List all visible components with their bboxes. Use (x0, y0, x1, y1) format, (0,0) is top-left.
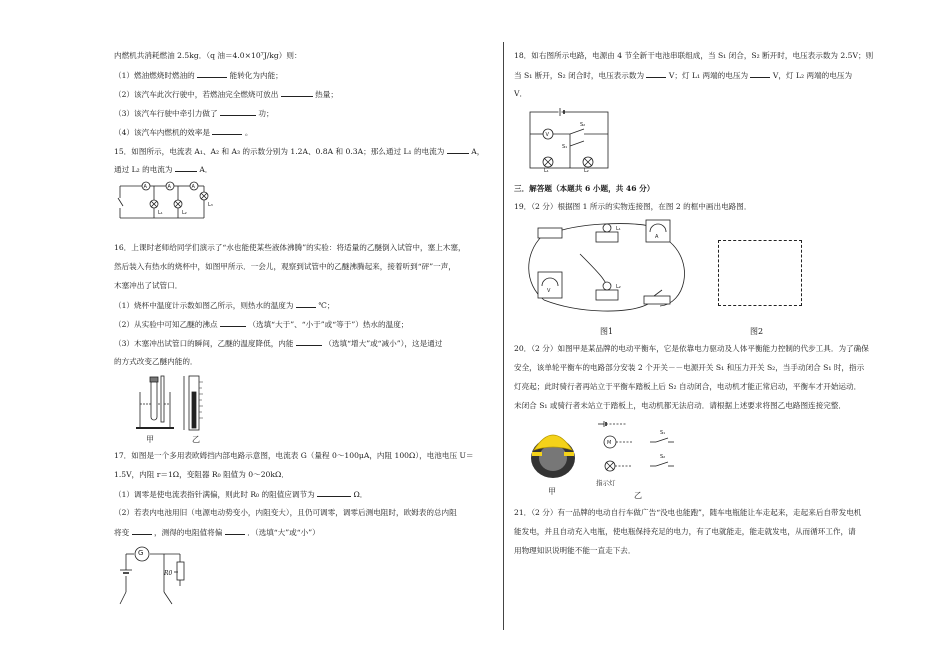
q14-intro: 内燃机共消耗燃油 2.5kg．（q 油＝4.0×10⁷J/kg）则： (114, 51, 302, 60)
q17-ohmmeter-figure (118, 542, 198, 608)
svg-text:L₁: L₁ (544, 168, 549, 172)
svg-text:S₂: S₂ (580, 122, 586, 128)
q18-line3: V． (514, 89, 528, 98)
answer-blank[interactable] (197, 69, 227, 78)
q20-balance-car-image (524, 416, 582, 496)
svg-text:L₃: L₃ (208, 202, 213, 208)
figure-2-label: 图2 (750, 327, 764, 336)
q16-part3: （3）木塞冲出试管口的瞬间，乙醚的温度降低，内能 （选填“增大”或“减小”），这是通过 (114, 339, 443, 348)
figure-label-yi: 乙 (192, 435, 200, 444)
answer-blank[interactable] (317, 488, 351, 497)
svg-text:L₁: L₁ (616, 226, 621, 232)
answer-blank[interactable] (646, 69, 666, 78)
answer-blank[interactable] (225, 526, 245, 535)
svg-text:A: A (143, 184, 147, 190)
q19-physical-figure (520, 214, 690, 336)
q16-line1: 16．上课时老师给同学们演示了“水也能使某些液体沸腾”的实验：将适量的乙醚倒入试管中，塞上木塞， (114, 243, 466, 252)
q20-line4: 未闭合 S₁ 或骑行者未站立于踏板上，电动机都无法启动．请根据上述要求将图乙电路图连接完整． (514, 401, 847, 410)
svg-text:L₁: L₁ (158, 210, 163, 216)
q17-line1: 17．如图是一个多用表欧姆挡内部电路示意图，电流表 G（量程 0～100μA，内阻 100Ω），电池电压 U＝ (114, 451, 474, 460)
answer-blank[interactable] (175, 163, 197, 172)
svg-text:L₂: L₂ (616, 284, 621, 290)
q17-part2-cont: 将变 ，测得的电阻值将偏 ．（选填“大”或“小”） (114, 528, 320, 537)
q20-line2: 安全，该单轮平衡车的电路部分安装 2 个开关－－电源开关 S₁ 和压力开关 S₂，当手动闭合 S₁ 时，指示 (514, 363, 865, 372)
q14-part4: （4）该汽车内燃机的效率是 。 (114, 128, 253, 137)
q21-line1: 21．（2 分）有一品牌的电动自行车做广告“没电也能跑”，随车电瓶能让车走起来，走起来后自带发电机 (514, 508, 862, 517)
svg-text:L₂: L₂ (182, 210, 187, 216)
q20-circuit-figure (596, 420, 686, 500)
q15-line1: 15．如图所示，电流表 A₁、A₂ 和 A₃ 的示数分别为 1.2A、0.8A 和 0.3A；那么通过 L₁ 的电流为 A， (114, 147, 485, 156)
q18-circuit-figure (526, 104, 616, 172)
section-three-heading: 三．解答题（本题共 6 小题，共 46 分） (514, 184, 655, 193)
answer-blank[interactable] (132, 526, 152, 535)
q16-part2: （2）从实验中可知乙醚的沸点 （选填“大于”、“小于”或“等于”）热水的温度； (114, 320, 409, 329)
q16-experiment-figure (136, 372, 226, 444)
answer-blank[interactable] (750, 69, 770, 78)
q17-part1: （1）调零是使电流表指针满偏，则此时 R₀ 的阻值应调节为 Ω． (114, 490, 368, 499)
svg-text:A: A (191, 184, 195, 190)
q18-line1: 18．如右图所示电路，电源由 4 节全新干电池串联组成，当 S₁ 闭合，S₂ 断开时，电压表示数为 2.5V；则 (514, 51, 874, 60)
answer-blank[interactable] (296, 299, 316, 308)
q17-part2: （2）若表内电池用旧（电源电动势变小，内阻变大），且仍可调零，调零后测电阻时，欧姆表的总内阻 (114, 508, 457, 517)
indicator-lamp-label: 指示灯 (596, 479, 616, 487)
q16-line2: 然后装入有热水的烧杯中，如图甲所示．一会儿，观察到试管中的乙醚沸腾起来，接着听到“砰”一声， (114, 262, 456, 271)
q14-part1: （1）燃油燃烧时燃油的 能转化为内能； (114, 71, 283, 80)
answer-blank[interactable] (296, 337, 322, 346)
q18-line2: 当 S₁ 断开，S₂ 闭合时，电压表示数为 V；灯 L₁ 两端的电压为 V，灯 L₂ 两端的电压为 (514, 71, 853, 80)
answer-blank[interactable] (212, 126, 242, 135)
svg-text:V: V (547, 288, 551, 294)
answer-blank[interactable] (220, 107, 256, 116)
q14-part2: （2）该汽车此次行驶中，若燃油完全燃烧可放出 热量； (114, 90, 338, 99)
svg-text:S₂: S₂ (660, 454, 666, 460)
q19-text: 19．（2 分）根据图 1 所示的实物连接图，在图 2 的框中画出电路图． (514, 202, 752, 211)
q20-line1: 20．（2 分）如图甲是某品牌的电动平衡车，它是依靠电力驱动及人体平衡能力控制的代步工具．为了确保 (514, 344, 869, 353)
resistor-label: R0 (164, 570, 173, 577)
q21-line3: 用物理知识说明能不能一直走下去． (514, 546, 636, 555)
svg-text:M: M (607, 440, 612, 446)
svg-text:L₂: L₂ (584, 168, 589, 172)
figure-label-yi: 乙 (634, 491, 642, 500)
q15-circuit-figure (114, 178, 224, 224)
svg-text:V: V (545, 132, 549, 138)
svg-text:A: A (167, 184, 171, 190)
answer-blank[interactable] (447, 145, 469, 154)
q14-part3: （3）该汽车行驶中牵引力做了 功； (114, 109, 274, 118)
answer-blank[interactable] (220, 318, 246, 327)
q17-line2: 1.5V，内阻 r＝1Ω，变阻器 R₀ 阻值为 0～20kΩ． (114, 470, 289, 479)
svg-text:S₁: S₁ (562, 144, 568, 150)
q15-line2: 通过 L₂ 的电流为 A． (114, 165, 213, 174)
svg-text:S₁: S₁ (660, 430, 666, 436)
figure-label-jia: 甲 (146, 435, 154, 444)
figure-label-jia: 甲 (548, 487, 556, 496)
column-divider (503, 42, 504, 630)
q19-answer-box[interactable] (718, 240, 802, 306)
q21-line2: 能发电，并且自动充入电瓶，使电瓶保持充足的电力，有了电就能走，能走就发电，从而循环工作，请 (514, 527, 856, 536)
svg-text:A: A (655, 234, 659, 240)
q16-part3-cont: 的方式改变乙醚内能的． (114, 357, 198, 366)
q16-line3: 木塞冲出了试管口． (114, 281, 183, 290)
galvanometer-label: G (138, 549, 144, 557)
answer-blank[interactable] (281, 88, 313, 97)
q16-part1: （1）烧杯中温度计示数如图乙所示，则热水的温度为 ℃； (114, 301, 335, 310)
q20-line3: 灯亮起；此时骑行者再站立于平衡车踏板上后 S₂ 自动闭合，电动机才能正常启动，平衡车才开始运动． (514, 382, 862, 391)
figure-1-label: 图1 (600, 327, 614, 336)
